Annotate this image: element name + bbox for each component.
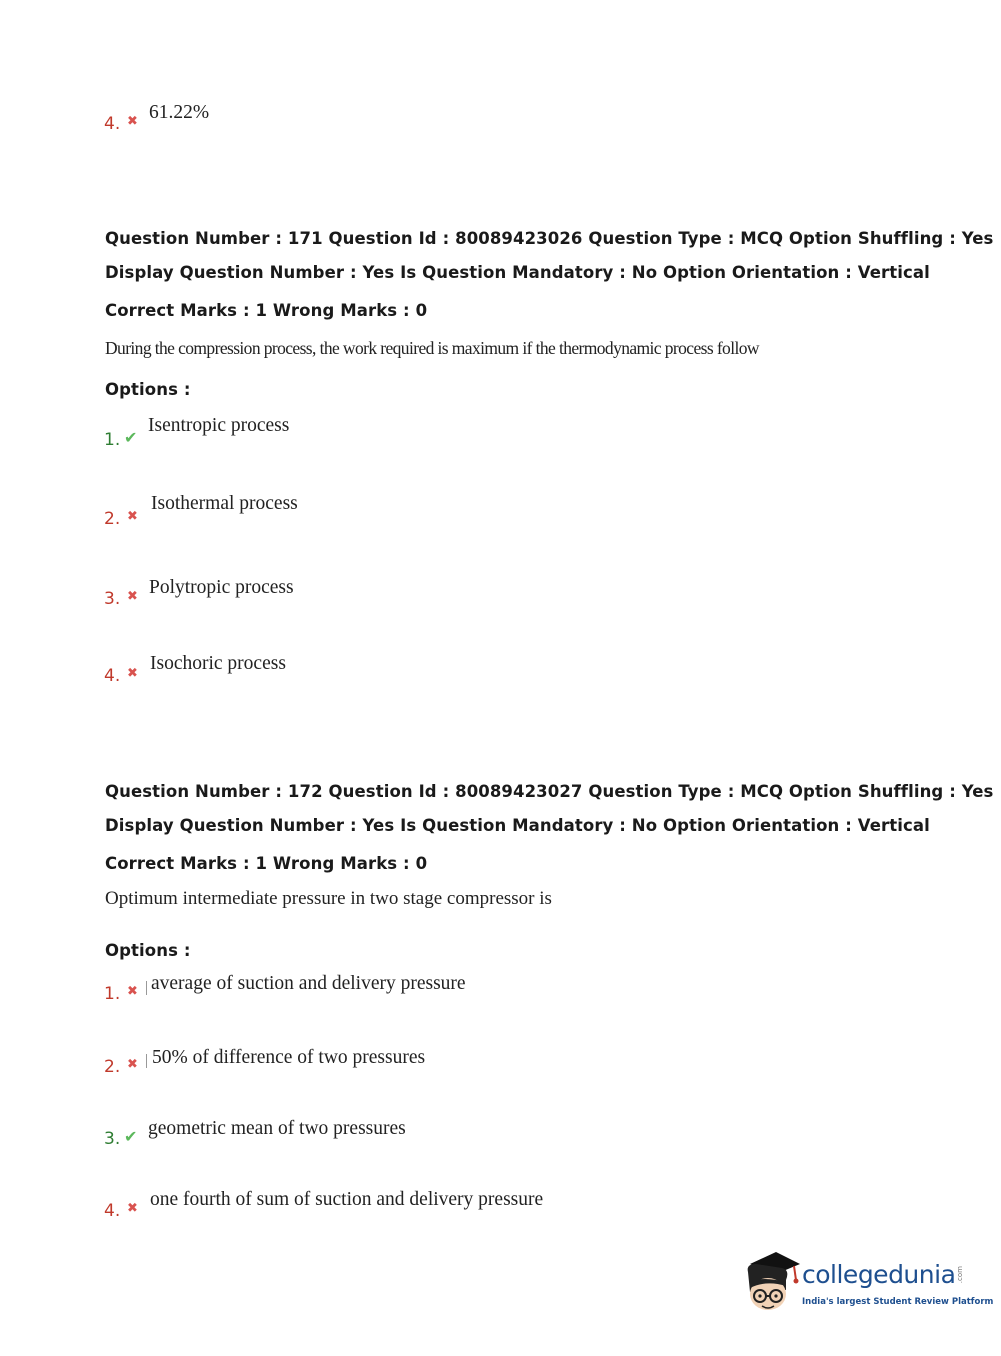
question-meta-line1: Question Number : 171 Question Id : 80089423026 Question Type : MCQ Option Shuffling : Yes: [105, 229, 994, 248]
option-text: 61.22%: [149, 102, 210, 123]
cross-icon: ✖: [127, 666, 138, 681]
option-text: 50% of difference of two pressures: [152, 1047, 426, 1068]
option-text: Isothermal process: [151, 493, 298, 514]
question-text: Optimum intermediate pressure in two stage compressor is: [105, 888, 552, 909]
cross-icon: ✖: [127, 509, 138, 524]
brand-name: collegedunia: [802, 1260, 956, 1289]
option-text: one fourth of sum of suction and delivery pressure: [150, 1189, 544, 1210]
separator: [146, 1054, 147, 1068]
option-text: geometric mean of two pressures: [148, 1118, 406, 1139]
option-text: Polytropic process: [149, 577, 294, 598]
separator: [146, 981, 147, 995]
option-number: 1.: [104, 984, 121, 1004]
option-number: 3.: [104, 589, 121, 609]
option-number: 4.: [104, 666, 121, 686]
option-number: 2.: [104, 509, 121, 529]
question-meta-line2: Display Question Number : Yes Is Question Mandatory : No Option Orientation : Vertical: [105, 816, 930, 835]
brand-domain: .com: [956, 1266, 964, 1284]
cross-icon: ✖: [127, 1201, 138, 1216]
cross-icon: ✖: [127, 1057, 138, 1072]
question-marks: Correct Marks : 1 Wrong Marks : 0: [105, 301, 428, 320]
option-number: 4.: [104, 114, 121, 134]
question-meta-line2: Display Question Number : Yes Is Question Mandatory : No Option Orientation : Vertical: [105, 263, 930, 282]
cross-icon: ✖: [127, 589, 138, 604]
cross-icon: ✖: [127, 114, 138, 129]
checkmark-icon: ✔: [124, 1127, 138, 1146]
checkmark-icon: ✔: [124, 428, 138, 447]
question-marks: Correct Marks : 1 Wrong Marks : 0: [105, 854, 428, 873]
collegedunia-logo: [742, 1250, 994, 1320]
option-text: Isentropic process: [148, 415, 290, 436]
brand-tagline: India's largest Student Review Platform: [802, 1297, 994, 1307]
question-meta-line1: Question Number : 172 Question Id : 80089423027 Question Type : MCQ Option Shuffling : Yes: [105, 782, 994, 801]
option-text: Isochoric process: [150, 653, 286, 674]
option-number: 4.: [104, 1201, 121, 1221]
question-text: During the compression process, the work required is maximum if the thermodynamic process follow: [105, 338, 759, 358]
options-label: Options :: [105, 941, 191, 960]
cross-icon: ✖: [127, 984, 138, 999]
option-number: 1.: [104, 430, 121, 450]
options-label: Options :: [105, 380, 191, 399]
option-number: 2.: [104, 1057, 121, 1077]
mascot-icon: [742, 1250, 802, 1320]
option-text: average of suction and delivery pressure: [151, 973, 466, 994]
option-number: 3.: [104, 1129, 121, 1149]
